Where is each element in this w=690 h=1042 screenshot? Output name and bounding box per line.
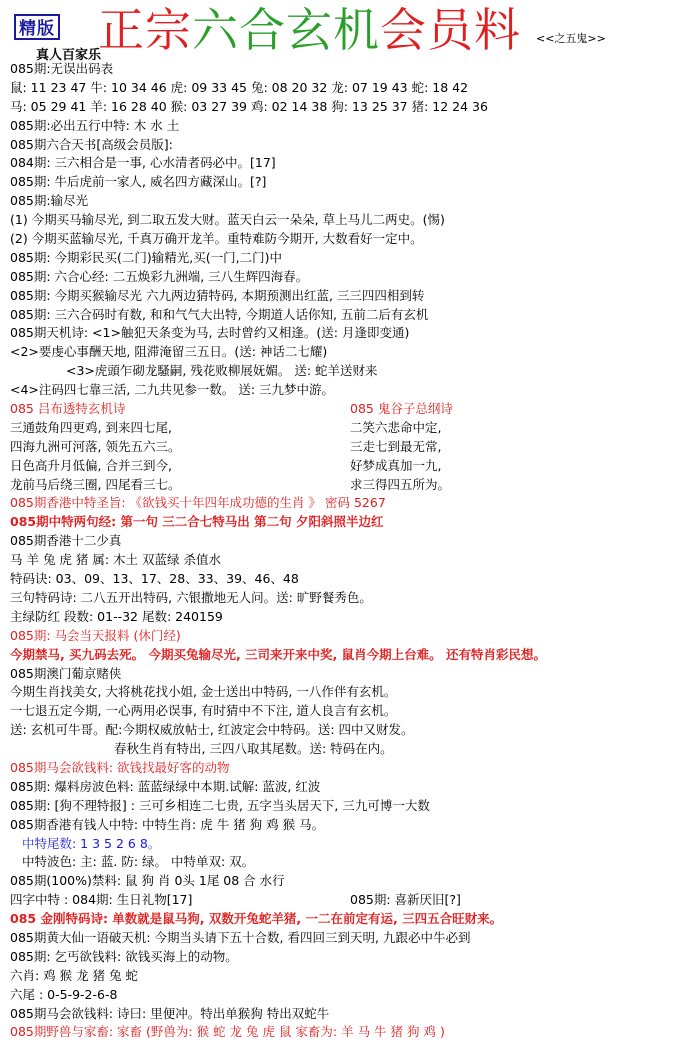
- line-text: 三句特码诗: 二八五开出特码, 六银撒地无人问。送: 旷野餐秀色。: [10, 589, 372, 605]
- line-text: 六尾 : 0-5-9-2-6-8: [10, 986, 118, 1002]
- text-line: [10, 853, 685, 872]
- line-text: 085期:无误出码表: [10, 61, 114, 76]
- line-text: (1) 今期买马输尽光, 到二取五发大财。蓝天白云一朵朵, 草上马儿二两史。(惕): [10, 212, 445, 228]
- text-line: [10, 173, 685, 192]
- line-right: 好梦成真加一九,: [350, 457, 442, 473]
- line-text: 085 金刚特码诗: 单数就是鼠马狗, 双数开兔蛇羊猪, 一二在前定有运, 三四五合旺财来。: [10, 911, 503, 927]
- text-line: [10, 154, 685, 173]
- title-part: 会员料: [380, 3, 521, 57]
- text-line: [10, 797, 685, 816]
- text-line: [10, 608, 685, 627]
- text-line: [10, 551, 685, 570]
- text-line: [10, 627, 685, 646]
- line-text: 马: 05 29 41 羊: 16 28 40 猴: 03 27 39 鸡: 02 14 38 狗: 13 25 37 猪: 12 24 36: [10, 98, 488, 114]
- line-text: 一七退五定今期, 一心两用必误事, 有时猜中不下注, 道人良言有玄机。: [10, 703, 397, 719]
- text-line: [10, 570, 685, 589]
- text-line: [10, 665, 685, 684]
- text-line: [10, 494, 685, 513]
- title-part: 六合玄机: [192, 3, 380, 57]
- line-text: 085期香港十二少真: [10, 533, 122, 549]
- line-text: 085期: 牛后虎前一家人, 威名四方藏深山。[?]: [10, 174, 267, 190]
- text-line: [10, 230, 685, 249]
- text-line: [10, 513, 685, 532]
- line-text: 084期: 三六相合是一事, 心水清者码必中。[17]: [10, 155, 276, 171]
- line-text: <2>要虔心事酬天地, 阻滞淹留三五日。(送: 神话二七耀): [10, 344, 328, 360]
- line-left: 日色高升月低偏, 合并三到今,: [10, 457, 172, 473]
- text-line: [10, 324, 685, 343]
- line-right: 求三得四五所为。: [350, 476, 451, 492]
- line-text: 送: 玄机可牛哥。配:今期权威放帖士, 红波定会中特码。送: 四中又财发。: [10, 722, 414, 738]
- text-line: [10, 60, 685, 79]
- line-text: 085期(100%)禁料: 鼠 狗 肖 0头 1尾 08 合 水行: [10, 873, 285, 889]
- text-line: [10, 268, 685, 287]
- line-text: 春秋生肖有特出, 三四八取其尾数。送: 特码在内。: [114, 741, 393, 757]
- text-line: [10, 381, 685, 400]
- line-text: 085期黄大仙一语破天机: 今期当头请下五十合数, 看四回三到天明, 九跟必中牛必到: [10, 929, 471, 945]
- line-text: 今期禁马, 买九码去死。 今期买兔输尽光, 三司来开来中奖, 鼠肖今期上台难。 还有特肖彩民想。: [10, 646, 547, 662]
- line-text: 085期六合天书[高级会员版]:: [10, 136, 173, 152]
- line-text: 马 羊 兔 虎 猪 属: 木土 双蓝绿 杀值水: [10, 552, 221, 568]
- text-line: [10, 835, 685, 854]
- line-text: 特码诀: 03、09、13、17、28、33、39、46、48: [10, 571, 299, 587]
- line-text: 中特尾数: 1 3 5 2 6 8。: [22, 835, 161, 851]
- text-line: [10, 683, 685, 702]
- line-text: 主绿防红 段数: 01--32 尾数: 240159: [10, 608, 223, 624]
- line-text: 085期: 爆料房波色料: 蓝蓝绿绿中本期.试解: 蓝波, 红波: [10, 778, 321, 794]
- text-line: [10, 778, 685, 797]
- text-line: [10, 721, 685, 740]
- line-left: 龙前马后绕三圈, 四尾看三七。: [10, 476, 181, 492]
- line-left: 四字中特 : 084期: 生日礼物[17]: [10, 892, 193, 908]
- text-line: [10, 362, 685, 381]
- text-line: [10, 438, 685, 457]
- text-line: [10, 306, 685, 325]
- line-text: 085期天机诗: <1>触犯天条变为马, 去时曾约又相逢。(送: 月逢即变通): [10, 325, 410, 341]
- line-text: <4>注码四七靠三活, 二九共见参一数。 送: 三九梦中游。: [10, 382, 335, 398]
- text-line: [10, 646, 685, 665]
- text-line: [10, 1005, 685, 1024]
- line-text: 085期澳门葡京赌侠: [10, 665, 122, 681]
- text-line: [10, 117, 685, 136]
- text-line: [10, 249, 685, 268]
- text-line: [10, 136, 685, 155]
- line-text: 085期香港中特圣旨: 《欲钱买十年四年成功德的生肖 》 密码 5267: [10, 495, 386, 511]
- text-line: [10, 910, 685, 929]
- line-left: 085 吕布透特玄机诗: [10, 401, 126, 417]
- text-line: [10, 816, 685, 835]
- text-line: [10, 419, 685, 438]
- section-heading: 真人百家乐: [36, 48, 102, 63]
- text-line: [10, 967, 685, 986]
- line-text: 085期:输尽光: [10, 193, 89, 209]
- line-text: 085期: 六合心经: 二五焕彩九洲端, 三八生辉四海春。: [10, 268, 309, 284]
- line-text: 085期中特两句经: 第一句 三二合七特马出 第二句 夕阳斜照半边红: [10, 514, 384, 530]
- line-text: 鼠: 11 23 47 牛: 10 34 46 虎: 09 33 45 兔: 08 20 32 龙: 07 19 43 蛇: 18 42: [10, 79, 469, 95]
- text-line: [10, 476, 685, 495]
- text-line: [10, 79, 685, 98]
- line-text: 085期:必出五行中特: 木 水 土: [10, 117, 180, 133]
- line-text: <3>虎頭乍砌龙騷嗣, 残花败柳展妩媚。 送: 蛇羊送财来: [66, 363, 378, 379]
- text-line: [10, 457, 685, 476]
- text-line: [10, 192, 685, 211]
- line-left: 四海九洲可河落, 领先五六三。: [10, 438, 181, 454]
- line-text: (2) 今期买蓝输尽光, 千真万确开龙羊。重特难防今期开, 大数看好一定中。: [10, 231, 423, 247]
- line-text: 085期: 乞丐欲钱料: 欲钱买海上的动物。: [10, 948, 238, 964]
- line-right: 三走七到最无常,: [350, 438, 442, 454]
- line-left: 三通鼓角四更鸡, 到来四七尾,: [10, 419, 172, 435]
- content-list: [10, 60, 685, 1042]
- line-text: 085期: 三六合码时有数, 和和气气大出特, 今期道人话你知, 五前二后有玄机: [10, 306, 429, 322]
- text-line: [10, 287, 685, 306]
- subtitle-tag: <<之五鬼>>: [536, 32, 606, 45]
- text-line: [10, 98, 685, 117]
- line-text: 085期: 马会当天报料 (休门经): [10, 627, 181, 643]
- text-line: [10, 986, 685, 1005]
- line-text: 085期: 今期彩民买(二门)输精光,买(一门,二门)中: [10, 249, 282, 265]
- line-text: 今期生肖找美女, 大将桃花找小姐, 金士送出中特码, 一八作伴有玄机。: [10, 684, 397, 700]
- text-line: [10, 211, 685, 230]
- text-line: [10, 948, 685, 967]
- text-line: [10, 872, 685, 891]
- text-line: [10, 929, 685, 948]
- line-text: 085期马会欲钱料: 诗曰: 里便冲。特出单猴狗 特出双蛇牛: [10, 1005, 330, 1021]
- text-line: [10, 343, 685, 362]
- line-right: 085期: 喜新厌旧[?]: [350, 892, 461, 908]
- text-line: [10, 1023, 685, 1042]
- text-line: [10, 891, 685, 910]
- text-line: [10, 702, 685, 721]
- line-text: 中特波色: 主: 蓝. 防: 绿。 中特单双: 双。: [22, 854, 255, 870]
- text-line: [10, 589, 685, 608]
- title-part: 正宗: [98, 3, 192, 57]
- line-text: 085期马会欲钱料: 欲钱找最好客的动物: [10, 759, 230, 775]
- line-text: 085期野兽与家畜: 家畜 (野兽为: 猴 蛇 龙 兔 虎 鼠 家畜为: 羊 马 牛 猪 狗 鸡 ): [10, 1024, 445, 1040]
- text-line: [10, 759, 685, 778]
- text-line: [10, 740, 685, 759]
- text-line: [10, 400, 685, 419]
- line-right: 二笑六悲命中定,: [350, 419, 442, 435]
- line-text: 085期香港有钱人中特: 中特生肖: 虎 牛 猪 狗 鸡 猴 马。: [10, 816, 325, 832]
- text-line: [10, 532, 685, 551]
- page-title: [98, 2, 521, 58]
- edition-badge: 精版: [14, 14, 60, 40]
- line-text: 六肖: 鸡 猴 龙 猪 兔 蛇: [10, 967, 139, 983]
- line-text: 085期: 今期买猴输尽光 六九两边猜特码, 本期预测出红蓝, 三三四四相到转: [10, 287, 425, 303]
- line-right: 085 鬼谷子总纲诗: [350, 401, 453, 417]
- line-text: 085期: [狗不理特报] : 三可乡相连二七贵, 五字当头居天下, 三九可博一大数: [10, 797, 430, 813]
